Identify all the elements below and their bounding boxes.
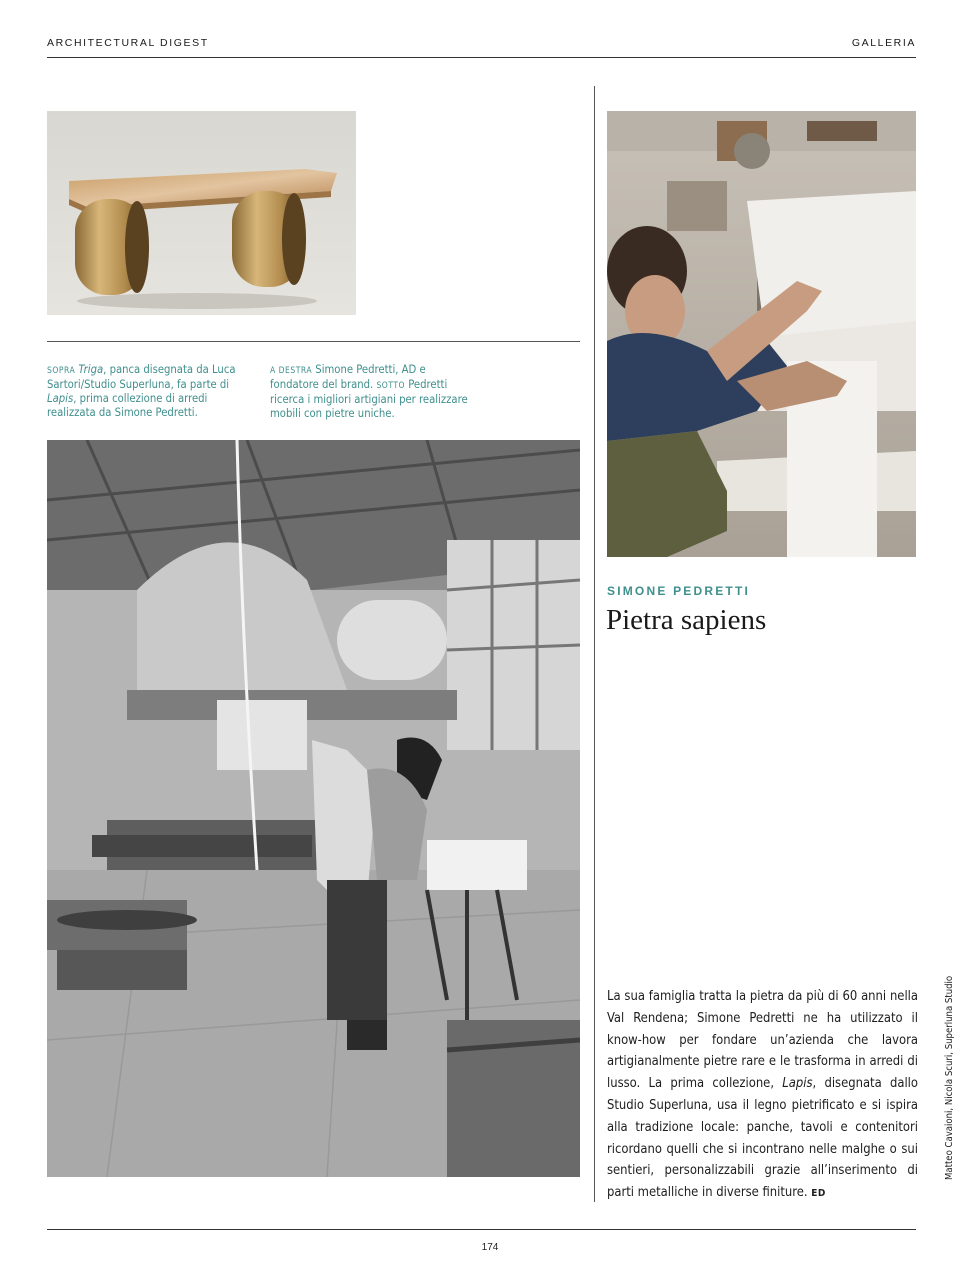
body-text: , disegnata dallo Studio Superluna, usa il legno pietrificato e si ispira alla tradizione locale: panche, tavoli e contenitori ricordano quelli che si incontrano nelle malghe o sui sentieri, personalizzabili grazie all’inserimento di parti metalliche in diverse finiture. — [607, 1076, 918, 1201]
body-text: La sua famiglia tratta la pietra da più di 60 anni nella Val Rendena; Simone Pedretti ne ha utilizzato il know-how per fondare un’azienda che lavora artigianalmente pietre rare e le trasforma in arredi di lusso. La prima collezione, — [607, 989, 918, 1092]
caption-rule — [47, 341, 580, 342]
caption-text: , prima collezione di arredi realizzata da Simone Pedretti. — [47, 392, 208, 419]
page-number: 174 — [481, 1242, 499, 1253]
portrait-photo — [607, 111, 916, 557]
bench-photo — [47, 111, 356, 315]
caption-text: , panca disegnata da Luca Sartori/Studio Superluna, fa parte di — [47, 363, 236, 391]
photo-credits: Matteo Cavaioni, Nicola Scuri, Superluna Studio — [944, 975, 955, 1180]
caption-text: Simone Pedretti, AD e fondatore del brand. — [270, 363, 426, 391]
header-rule — [47, 57, 916, 58]
caption-tag: A DESTRA — [270, 366, 313, 376]
caption-text: Pedretti ricerca i migliori artigiani per realizzare mobili con pietre uniche. — [270, 378, 468, 420]
caption-tag: SOPRA — [47, 366, 76, 376]
caption-product-name: Triga — [78, 363, 104, 376]
article-title: Pietra sapiens — [606, 604, 767, 636]
section-name: GALLERIA — [851, 37, 916, 49]
caption-collection-name: Lapis — [47, 392, 74, 405]
article-body — [607, 986, 918, 1205]
caption-left — [47, 363, 259, 420]
magazine-name: ARCHITECTURAL DIGEST — [47, 37, 209, 49]
workshop-photo — [47, 440, 580, 1177]
column-divider — [594, 86, 595, 1202]
article-kicker: SIMONE PEDRETTI — [607, 584, 751, 598]
caption-tag: SOTTO — [376, 381, 406, 391]
footer-rule — [47, 1229, 916, 1230]
caption-right — [270, 363, 470, 421]
body-collection-name: Lapis — [782, 1076, 813, 1092]
author-signature: ED — [811, 1188, 826, 1200]
